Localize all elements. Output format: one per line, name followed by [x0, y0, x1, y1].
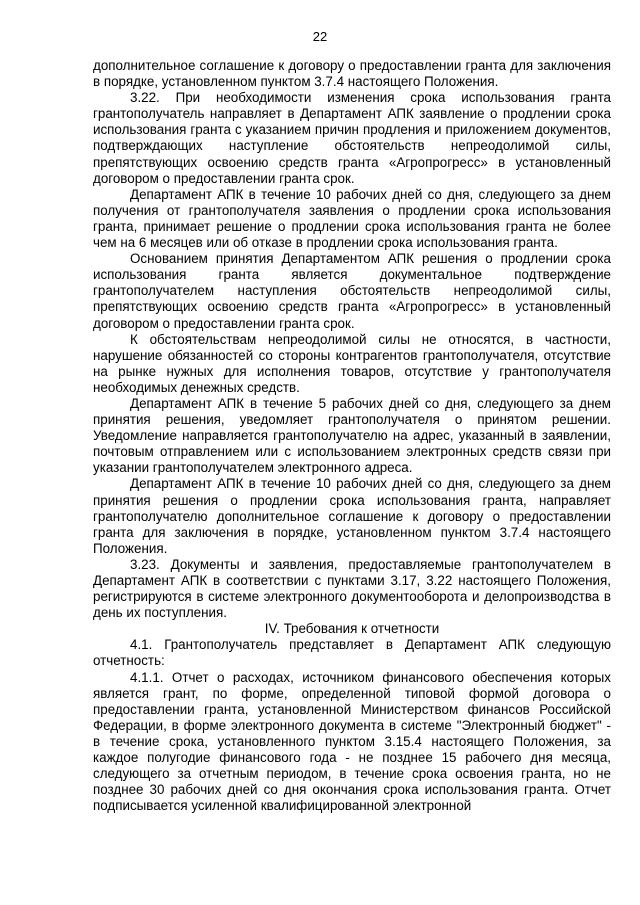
paragraph-3-22: 3.22. При необходимости изменения срока использования гранта грантополучатель направляет в Департамент АПК заявление о продлении срока использования гранта с указанием причин продления и приложением документов, подтверждающих наступление обстоятельств непреодолимой силы, препятствующих освоению средств гранта «Агропрогресс» в установленный договором о предоставлении гранта срок.: [93, 90, 611, 186]
paragraph-notification: Департамент АПК в течение 5 рабочих дней со дня, следующего за днем принятия решения, уведомляет грантополучателя о принятом решении. Уведомление направляется грантополучателю на адрес, указанный в заявлении, почтовым отправлением или с использованием электронных средств связи при указании грантополучателем электронного адреса.: [93, 395, 611, 476]
paragraph-decision-basis: Основанием принятия Департаментом АПК решения о продлении срока использования гранта является документальное подтверждение грантополучателем наступления обстоятельств непреодолимой силы, препятствующих освоению средств гранта «Агропрогресс» в установленный договором о предоставлении гранта срок.: [93, 251, 611, 331]
paragraph-continuation: дополнительное соглашение к договору о предоставлении гранта для заключения в порядке, установленном пунктом 3.7.4 настоящего Положения.: [93, 58, 611, 90]
paragraph-4-1-1: 4.1.1. Отчет о расходах, источником финансового обеспечения которых является грант, по форме, определенной типовой формой договора о предоставлении гранта, установленной Министерством финансов Российской Федерации, в форме электронного документа в системе "Электронный бюджет" - в течение срока, установленного пунктом 3.15.4 настоящего Положения, за каждое полугодие финансового года - не позднее 15 рабочего дня месяца, следующего за отчетным периодом, в течение срока освоения гранта, но не позднее 30 рабочих дней со дня окончания срока использования гранта. Отчет подписывается усиленной квалифицированной электронной: [93, 669, 611, 814]
page-number: 22: [312, 29, 328, 44]
paragraph-force-majeure-exclusions: К обстоятельствам непреодолимой силы не относятся, в частности, нарушение обязанностей со стороны контрагентов грантополучателя, отсутствие на рынке нужных для исполнения товаров, отсутствие у грантополучателя необходимых денежных средств.: [93, 331, 611, 395]
paragraph-supplementary-agreement: Департамент АПК в течение 10 рабочих дней со дня, следующего за днем принятия решения о продлении срока использования гранта, направляет грантополучателю дополнительное соглашение к договору о предоставлении гранта для заключения в порядке, установленном пунктом 3.7.4 настоящего Положения.: [93, 476, 611, 556]
section-heading: IV. Требования к отчетности: [264, 621, 440, 637]
paragraph-decision-term: Департамент АПК в течение 10 рабочих дней со дня, следующего за днем получения от грантополучателя заявления о продлении срока использования гранта, принимает решение о продлении срока использования гранта не более чем на 6 месяцев или об отказе в продлении срока использования гранта.: [93, 186, 611, 251]
paragraph-3-23: 3.23. Документы и заявления, предоставляемые грантополучателем в Департамент АПК в соответствии с пунктами 3.17, 3.22 настоящего Положения, регистрируются в системе электронного документооборота и делопроизводства в день их поступления.: [93, 556, 611, 621]
document-body: [93, 58, 611, 814]
paragraph-4-1: 4.1. Грантополучатель представляет в Департамент АПК следующую отчетность:: [93, 637, 611, 669]
